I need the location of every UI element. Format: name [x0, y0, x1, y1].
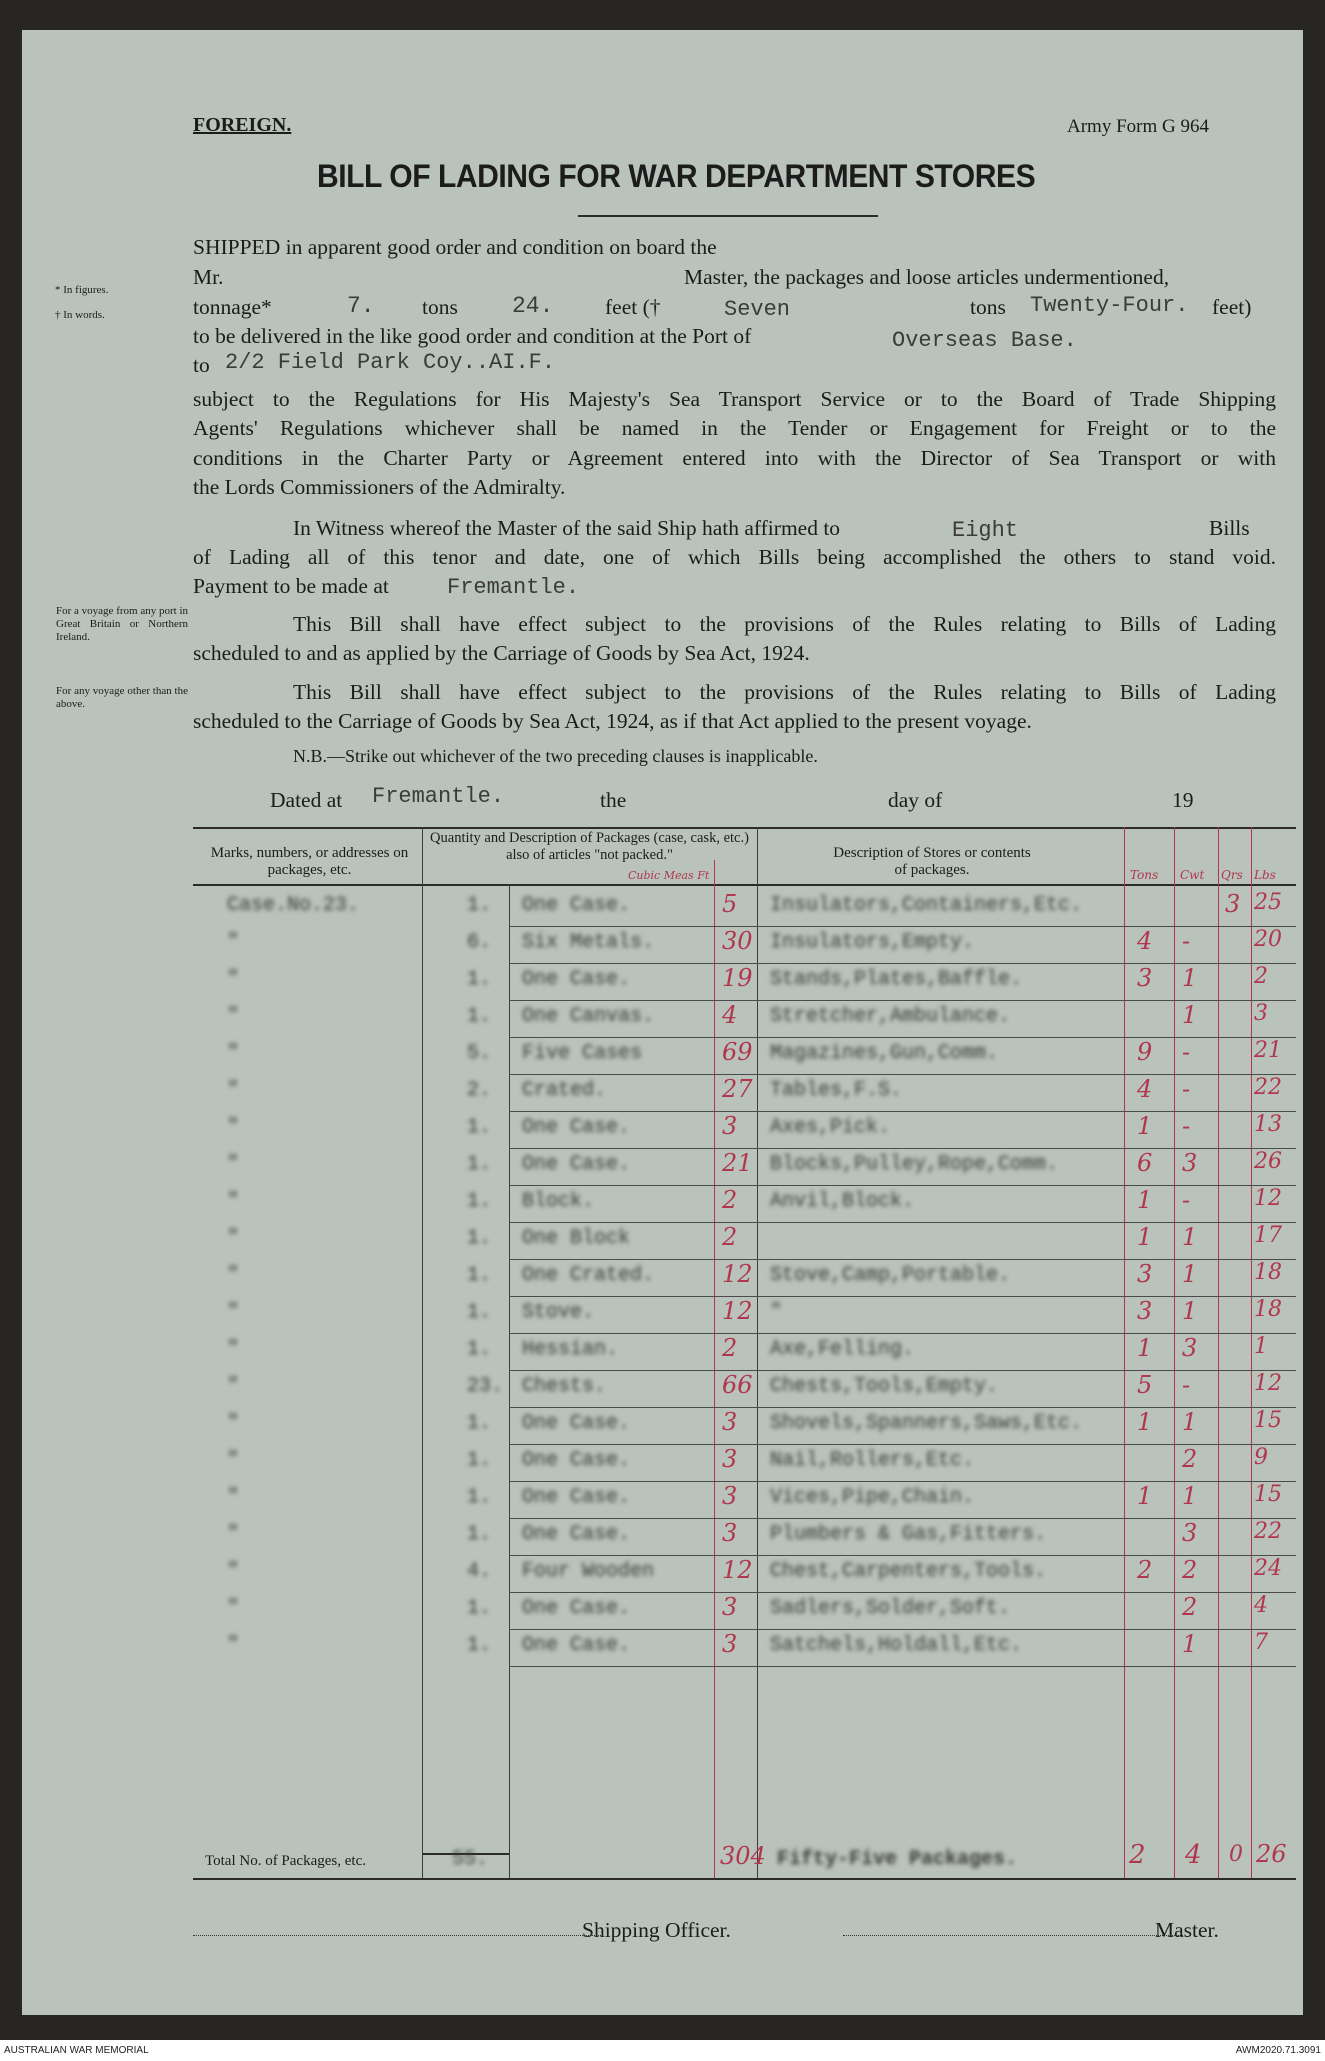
row-quantity: Four Wooden	[522, 1560, 655, 1583]
row-quantity: One Case.	[522, 1153, 631, 1176]
feet-open-label: feet (†	[605, 295, 661, 319]
row-cube: 69	[722, 1038, 753, 1066]
header-qrs: Qrs	[1221, 868, 1243, 882]
tons-label: tons	[422, 295, 458, 319]
row-cwt: 1	[1182, 964, 1198, 992]
row-count: 1.	[467, 1153, 492, 1176]
row-cwt: 1	[1182, 1408, 1198, 1436]
row-quantity: One Crated.	[522, 1264, 655, 1287]
shipped-line: SHIPPED in apparent good order and condition on board the	[193, 235, 717, 259]
row-tons: 1	[1137, 1223, 1153, 1251]
row-tons: 1	[1137, 1408, 1153, 1436]
row-description: Axes,Pick.	[770, 1116, 891, 1139]
total-cwt: 4	[1185, 1840, 1202, 1870]
row-tons: 6	[1137, 1149, 1153, 1177]
header-lbs: Lbs	[1254, 868, 1276, 882]
witness-line: In Witness whereof the Master of the said Ship hath affirmed to	[293, 516, 841, 540]
row-cube: 3	[722, 1630, 738, 1658]
row-lbs: 2	[1254, 964, 1268, 989]
row-quantity: One Case.	[522, 1597, 631, 1620]
row-cwt: -	[1182, 1371, 1191, 1399]
row-cwt: 3	[1182, 1334, 1198, 1362]
row-lbs: 20	[1254, 927, 1282, 952]
row-tons: 1	[1137, 1334, 1153, 1362]
regulations-line-2: Agents' Regulations whichever shall be named in the Tender or Engagement for Freight or to the	[193, 416, 1276, 440]
row-lbs: 24	[1254, 1556, 1282, 1581]
row-cwt: 2	[1182, 1593, 1198, 1621]
row-cwt: 1	[1182, 1482, 1198, 1510]
port-value: Overseas Base.	[892, 328, 1077, 353]
row-count: 23.	[467, 1375, 504, 1398]
row-rule	[509, 1259, 1296, 1260]
dated-place: Fremantle.	[372, 784, 505, 809]
row-mark: "	[227, 1116, 240, 1139]
row-cwt: -	[1182, 1075, 1191, 1103]
row-count: 1.	[467, 1486, 492, 1509]
row-rule	[509, 926, 1296, 927]
header-tons: Tons	[1130, 868, 1159, 882]
row-rule	[509, 1555, 1296, 1556]
nb-note: N.B.—Strike out whichever of the two preceding clauses is inapplicable.	[293, 746, 818, 766]
tons-label-2: tons	[970, 295, 1006, 319]
row-count: 1.	[467, 1412, 492, 1435]
row-cube: 12	[722, 1260, 753, 1288]
the-label: the	[600, 788, 627, 812]
row-count: 4.	[467, 1560, 492, 1583]
row-cube: 4	[722, 1001, 738, 1029]
row-cube: 3	[722, 1482, 738, 1510]
row-description: Blocks,Pulley,Rope,Comm.	[770, 1153, 1059, 1176]
row-description: Sadlers,Solder,Soft.	[770, 1597, 1011, 1620]
table-bottom-rule	[193, 1878, 1296, 1880]
master-label: Master.	[1155, 1918, 1219, 1942]
row-cwt: 1	[1182, 1260, 1198, 1288]
row-lbs: 25	[1254, 890, 1282, 915]
document-title: BILL OF LADING FOR WAR DEPARTMENT STORES	[317, 158, 1036, 194]
row-mark: "	[227, 1042, 240, 1065]
row-mark: "	[227, 1375, 240, 1398]
row-lbs: 15	[1254, 1408, 1282, 1433]
row-description: Insulators,Empty.	[770, 931, 975, 954]
row-mark: "	[227, 1227, 240, 1250]
delivered-line: to be delivered in the like good order and condition at the Port of	[193, 324, 752, 348]
row-description: Magazines,Gun,Comm.	[770, 1042, 999, 1065]
col-divider-cube	[714, 860, 715, 1878]
row-cube: 21	[722, 1149, 753, 1177]
row-cube: 3	[722, 1112, 738, 1140]
row-mark: "	[227, 1301, 240, 1324]
header-cubic: Cubic Meas Ft	[628, 869, 710, 882]
total-tons: 2	[1129, 1840, 1146, 1870]
row-cube: 12	[722, 1297, 753, 1325]
row-quantity: Hessian.	[522, 1338, 619, 1361]
table-top-rule	[193, 827, 1296, 829]
header-bottom-rule	[193, 884, 1296, 886]
row-description: Stove,Camp,Portable.	[770, 1264, 1011, 1287]
regulations-line-1: subject to the Regulations for His Majesty's Sea Transport Service or to the Board of Trade Shipping	[193, 387, 1276, 411]
row-cube: 3	[722, 1519, 738, 1547]
row-cwt: 3	[1182, 1149, 1198, 1177]
row-count: 1.	[467, 1597, 492, 1620]
row-tons: 3	[1137, 964, 1153, 992]
col-divider-cwt	[1174, 827, 1175, 1878]
row-mark: "	[227, 1634, 240, 1657]
row-cwt: 2	[1182, 1556, 1198, 1584]
total-label: Total No. of Packages, etc.	[205, 1853, 366, 1869]
row-description: Shovels,Spanners,Saws,Etc.	[770, 1412, 1083, 1435]
row-lbs: 26	[1254, 1149, 1282, 1174]
row-quantity: Six Metals.	[522, 931, 655, 954]
row-cube: 2	[722, 1186, 738, 1214]
payment-place: Fremantle.	[447, 575, 580, 600]
row-cwt: 1	[1182, 1630, 1198, 1658]
row-count: 1.	[467, 1301, 492, 1324]
row-quantity: One Case.	[522, 1116, 631, 1139]
row-description: Stretcher,Ambulance.	[770, 1005, 1011, 1028]
row-mark: "	[227, 1153, 240, 1176]
tonnage-words: Seven	[724, 297, 791, 322]
row-tons: 1	[1137, 1186, 1153, 1214]
row-count: 1.	[467, 1338, 492, 1361]
row-cube: 3	[722, 1408, 738, 1436]
row-rule	[509, 1629, 1296, 1630]
row-lbs: 12	[1254, 1371, 1282, 1396]
row-cwt: -	[1182, 1038, 1191, 1066]
row-cube: 27	[722, 1075, 753, 1103]
row-count: 6.	[467, 931, 492, 954]
feet-figures: 24.	[512, 293, 554, 319]
row-cube: 5	[722, 890, 738, 918]
row-description: Plumbers & Gas,Fitters.	[770, 1523, 1047, 1546]
row-mark: "	[227, 1523, 240, 1546]
row-lbs: 15	[1254, 1482, 1282, 1507]
row-quantity: One Case.	[522, 968, 631, 991]
row-rule	[509, 1666, 1296, 1667]
year-label: 19	[1172, 788, 1194, 812]
row-cwt: 1	[1182, 1223, 1198, 1251]
row-quantity: One Case.	[522, 1449, 631, 1472]
row-cube: 66	[722, 1371, 753, 1399]
col-divider-tons	[1124, 827, 1125, 1878]
row-lbs: 9	[1254, 1445, 1268, 1470]
row-rule	[509, 1037, 1296, 1038]
row-tons: 4	[1137, 1075, 1153, 1103]
regulations-line-4: the Lords Commissioners of the Admiralty.	[193, 475, 566, 499]
row-cube: 3	[722, 1445, 738, 1473]
row-quantity: Five Cases	[522, 1042, 643, 1065]
row-lbs: 22	[1254, 1519, 1282, 1544]
row-lbs: 18	[1254, 1297, 1282, 1322]
row-description: Satchels,Holdall,Etc.	[770, 1634, 1023, 1657]
row-mark: "	[227, 1264, 240, 1287]
row-tons: 1	[1137, 1482, 1153, 1510]
row-quantity: Block.	[522, 1190, 595, 1213]
col-divider-qrs	[1218, 827, 1219, 1878]
row-description: Chests,Tools,Empty.	[770, 1375, 999, 1398]
row-count: 1.	[467, 1264, 492, 1287]
row-cube: 2	[722, 1223, 738, 1251]
row-cwt: -	[1182, 927, 1191, 955]
row-count: 5.	[467, 1042, 492, 1065]
shipping-officer-label: Shipping Officer.	[582, 1918, 731, 1942]
row-rule	[509, 1185, 1296, 1186]
row-cube: 19	[722, 964, 753, 992]
row-qrs: 3	[1225, 890, 1241, 918]
note-in-figures: * In figures.	[55, 284, 109, 296]
row-rule	[509, 1518, 1296, 1519]
col-divider-lbs	[1251, 827, 1252, 1878]
row-tons: 4	[1137, 927, 1153, 955]
row-quantity: Chests.	[522, 1375, 607, 1398]
row-description: Stands,Plates,Baffle.	[770, 968, 1023, 991]
day-of-label: day of	[888, 788, 943, 812]
row-rule	[509, 1111, 1296, 1112]
row-rule	[509, 963, 1296, 964]
row-rule	[509, 1148, 1296, 1149]
row-tons: 2	[1137, 1556, 1153, 1584]
row-count: 1.	[467, 1190, 492, 1213]
row-rule	[509, 1296, 1296, 1297]
archive-footer	[0, 2040, 1325, 2061]
row-rule	[509, 1000, 1296, 1001]
row-rule	[509, 1222, 1296, 1223]
tonnage-label: tonnage*	[193, 295, 272, 319]
row-mark: "	[227, 1597, 240, 1620]
row-rule	[509, 1481, 1296, 1482]
note-voyage-other: For any voyage other than the above.	[56, 685, 188, 710]
row-description: Axe,Felling.	[770, 1338, 915, 1361]
row-count: 1.	[467, 1449, 492, 1472]
row-lbs: 17	[1254, 1223, 1282, 1248]
row-cwt: 3	[1182, 1519, 1198, 1547]
master-text: Master, the packages and loose articles undermentioned,	[684, 265, 1170, 289]
row-quantity: One Canvas.	[522, 1005, 655, 1028]
packages-table	[22, 30, 1303, 2015]
row-mark: "	[227, 1412, 240, 1435]
row-tons: 1	[1137, 1112, 1153, 1140]
header-cwt: Cwt	[1180, 868, 1205, 882]
row-rule	[509, 1074, 1296, 1075]
bills-count: Eight	[952, 518, 1019, 543]
col-divider-number	[509, 884, 510, 1878]
row-mark: "	[227, 1486, 240, 1509]
row-mark: "	[227, 1449, 240, 1472]
row-description: Tables,F.S.	[770, 1079, 903, 1102]
row-mark: "	[227, 968, 240, 991]
row-count: 1.	[467, 968, 492, 991]
row-count: 1.	[467, 1634, 492, 1657]
row-lbs: 7	[1254, 1630, 1268, 1655]
row-quantity: One Case.	[522, 1486, 631, 1509]
footer-accession: AWM2020.71.3091	[1235, 2045, 1321, 2056]
note-voyage-gb: For a voyage from any port in Great Britain or Northern Ireland.	[56, 605, 188, 643]
total-description: Fifty-Five Packages.	[777, 1848, 1018, 1871]
col-divider-marks	[422, 827, 423, 1878]
header-marks: Marks, numbers, or addresses on packages, etc.	[210, 845, 409, 878]
row-description: "	[770, 1301, 783, 1324]
row-description: Chest,Carpenters,Tools.	[770, 1560, 1047, 1583]
row-cwt: 1	[1182, 1297, 1198, 1325]
total-lbs: 26	[1256, 1840, 1287, 1868]
row-lbs: 13	[1254, 1112, 1282, 1137]
document-page	[22, 30, 1303, 2015]
total-qrs: 0	[1229, 1842, 1243, 1867]
row-mark: "	[227, 1560, 240, 1583]
col-divider-quantity	[757, 827, 758, 1878]
row-cube: 30	[722, 927, 753, 955]
row-cwt: 1	[1182, 1001, 1198, 1029]
row-quantity: Crated.	[522, 1079, 607, 1102]
row-rule	[509, 1444, 1296, 1445]
row-lbs: 18	[1254, 1260, 1282, 1285]
total-cube: 304	[720, 1842, 766, 1870]
row-rule	[509, 1333, 1296, 1334]
row-lbs: 22	[1254, 1075, 1282, 1100]
row-tons: 3	[1137, 1260, 1153, 1288]
row-rule	[509, 1407, 1296, 1408]
row-quantity: One Case.	[522, 1412, 631, 1435]
row-quantity: Stove.	[522, 1301, 595, 1324]
row-count: 1.	[467, 894, 492, 917]
shipping-officer-line	[193, 1935, 603, 1936]
row-lbs: 3	[1254, 1001, 1268, 1026]
form-number: Army Form G 964	[1067, 116, 1209, 137]
row-mark: Case.No.23.	[227, 894, 360, 917]
regulations-line-3: conditions in the Charter Party or Agreement entered into with the Director of Sea Transport or with	[193, 446, 1276, 470]
row-quantity: One Case.	[522, 1634, 631, 1657]
foreign-label: FOREIGN.	[193, 114, 292, 136]
row-description: Vices,Pipe,Chain.	[770, 1486, 975, 1509]
consignee-value: 2/2 Field Park Coy..AI.F.	[225, 350, 556, 375]
row-description: Anvil,Block.	[770, 1190, 915, 1213]
row-quantity: One Case.	[522, 1523, 631, 1546]
row-cube: 2	[722, 1334, 738, 1362]
row-lbs: 4	[1254, 1593, 1268, 1618]
row-rule	[509, 1592, 1296, 1593]
row-lbs: 1	[1254, 1334, 1268, 1359]
tenor-line: of Lading all of this tenor and date, one of which Bills being accomplished the others to stand void.	[193, 545, 1276, 569]
footer-institution: AUSTRALIAN WAR MEMORIAL	[4, 2045, 149, 2056]
row-count: 1.	[467, 1005, 492, 1028]
row-cwt: 2	[1182, 1445, 1198, 1473]
note-in-words: † In words.	[55, 309, 105, 321]
row-quantity: One Case.	[522, 894, 631, 917]
row-count: 1.	[467, 1227, 492, 1250]
row-rule	[509, 1370, 1296, 1371]
row-tons: 3	[1137, 1297, 1153, 1325]
row-count: 1.	[467, 1523, 492, 1546]
row-lbs: 21	[1254, 1038, 1282, 1063]
row-mark: "	[227, 1190, 240, 1213]
tonnage-figures: 7.	[347, 293, 375, 319]
master-line	[843, 1935, 1183, 1936]
row-cube: 12	[722, 1556, 753, 1584]
row-cwt: -	[1182, 1112, 1191, 1140]
row-mark: "	[227, 1005, 240, 1028]
feet-close-label: feet)	[1212, 295, 1252, 319]
row-cube: 3	[722, 1593, 738, 1621]
row-mark: "	[227, 1079, 240, 1102]
total-number: 55.	[452, 1848, 489, 1871]
row-count: 1.	[467, 1116, 492, 1139]
row-mark: "	[227, 1338, 240, 1361]
payment-label: Payment to be made at	[193, 574, 389, 598]
dated-at-label: Dated at	[270, 788, 343, 812]
row-lbs: 12	[1254, 1186, 1282, 1211]
mr-label: Mr.	[193, 265, 224, 289]
row-description: Insulators,Containers,Etc.	[770, 894, 1083, 917]
row-description: Nail,Rollers,Etc.	[770, 1449, 975, 1472]
feet-words: Twenty-Four.	[1030, 293, 1189, 318]
row-cwt: -	[1182, 1186, 1191, 1214]
clause-1-line-2: scheduled to and as applied by the Carriage of Goods by Sea Act, 1924.	[193, 641, 810, 665]
row-tons: 9	[1137, 1038, 1153, 1066]
row-mark: "	[227, 931, 240, 954]
to-label: to	[193, 353, 210, 377]
row-count: 2.	[467, 1079, 492, 1102]
clause-2-line-2: scheduled to the Carriage of Goods by Sea Act, 1924, as if that Act applied to the present voyage.	[193, 709, 1032, 733]
clause-2-line-1: This Bill shall have effect subject to the provisions of the Rules relating to Bills of Lading	[293, 680, 1276, 704]
header-quantity: Quantity and Description of Packages (case, cask, etc.) also of articles "not packed."	[430, 830, 749, 863]
clause-1-line-1: This Bill shall have effect subject to the provisions of the Rules relating to Bills of Lading	[293, 612, 1276, 636]
row-tons: 5	[1137, 1371, 1153, 1399]
bills-label: Bills	[1209, 516, 1250, 540]
row-quantity: One Block	[522, 1227, 631, 1250]
header-description: Description of Stores or contents of packages.	[833, 845, 1031, 878]
